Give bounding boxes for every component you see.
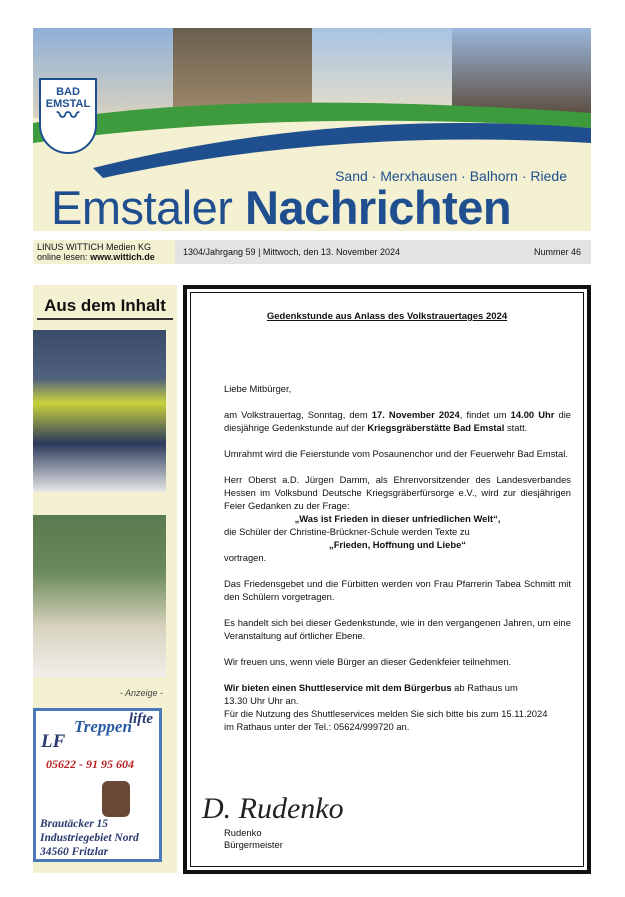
ad-label: - Anzeige - — [119, 688, 163, 698]
website-link[interactable]: www.wittich.de — [90, 252, 155, 262]
issue-date: 1304/Jahrgang 59 | Mittwoch, den 13. November 2024 — [183, 247, 400, 257]
ad-phone: 05622 - 91 95 604 — [46, 757, 134, 771]
issue-number: Nummer 46 — [533, 247, 581, 257]
newspaper-title: Emstaler Nachrichten — [51, 181, 512, 231]
handball-players-photo — [33, 515, 166, 677]
stairlift-icon — [102, 781, 130, 817]
sidebar-heading: Aus dem Inhalt — [37, 296, 173, 320]
article-headline: Gedenkstunde aus Anlass des Volkstrauertages 2024 — [266, 311, 508, 322]
signer: Rudenko Bürgermeister — [224, 827, 283, 850]
signature: D. Rudenko — [202, 792, 344, 825]
article-box — [183, 285, 591, 874]
article-body: Liebe Mitbürger, am Volkstrauertag, Sonntag, dem 17. November 2024, findet um 14.00 Uhr die diesjährige Gedenkstunde auf der Kriegsgräberstätte Bad Emstal statt. Umrahmt wird die Feierstunde vom Posaunenchor und der Feuerwehr Bad Emstal. Herr Oberst a.D. Jürgen Damm, als Ehrenvorsitzender des Landesverbandes Hessen im Volksbund Deutsche Kriegsgräberfürsorge e.V., wird zur diesjährigen Feier Gedanken zu der Frage: „Was ist Frieden in dieser unfriedlichen Welt“, die Schüler der Christine-Brückner-Schule werden Texte zu „Frieden, Hoffnung und Liebe“ vortragen. Das Friedensgebet und die Fürbitten werden von Frau Pfarrerin Tabea Schmitt mit den Schülern vorgetragen. Es handelt sich bei dieser Gedenkstunde, wie in den vergangenen Jahren, um eine Veranstaltung auf örtlicher Ebene. Wir freuen uns, wenn viele Bürger an dieser Gedenkfeier teilnehmen. Wir bieten einen Shuttleservice mit dem Bürgerbus ab Rathaus um 13.30 Uhr Uhr an. Für die Nutzung des Shuttleservices melden Sie sich bitte bis zum 15.11.2024 im Rathaus unter der Tel.: 05624/999720 an. — [224, 383, 571, 732]
handball-team-photo — [33, 330, 166, 492]
towns-line: Sand · Merxhausen · Balhorn · Riede — [335, 168, 567, 184]
ad-address: Brautäcker 15 Industriegebiet Nord 34560 Fritzlar — [40, 818, 139, 858]
publisher-info: LINUS WITTICH Medien KG online lesen: www.wittich.de — [33, 240, 175, 264]
issue-info-bar — [33, 240, 591, 264]
stairlift-advertisement[interactable]: Treppen lifte LF 05622 - 91 95 604 Brautäcker 15 Industriegebiet Nord 34560 Fritzlar — [33, 708, 162, 862]
bad-emstal-logo: BAD EMSTAL 〰 — [39, 78, 97, 154]
masthead — [33, 28, 591, 231]
sidebar — [33, 285, 177, 873]
